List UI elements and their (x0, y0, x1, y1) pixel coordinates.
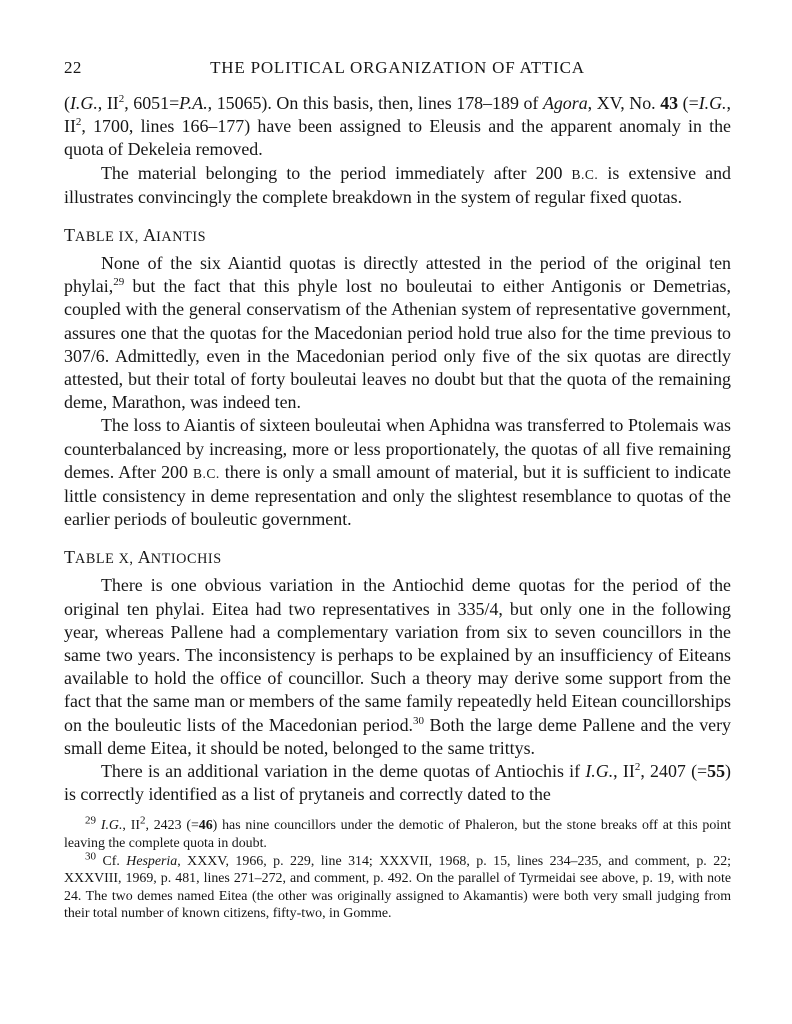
superscript: 2 (139, 814, 146, 827)
italic-text: I.G. (585, 761, 614, 782)
text-run: ) is correctly identified as a list of prytaneis and correctly dated to the (64, 761, 731, 805)
text-run: There is one obvious variation in the Antiochid deme quotas for the period of the original ten phylai. Eitea had two representatives in 335/4, but only one in the following year, whereas Pallene had a complementary variation from six to seven councillors in the same two years. The inconsistency is perhaps to be explained by an insufficiency of Eiteans available to hold the office of councillor. Such a theory may derive some support from the fact that the same man or members of the same family repeatedly held Eitean councillorships on the bouleutic lists of the Macedonian period. (64, 575, 731, 735)
bold-text: 46 (198, 818, 213, 834)
heading-smallcaps: ABLE X, (75, 551, 138, 568)
paragraph (64, 760, 731, 806)
superscript: 29 (113, 276, 125, 289)
text-run: , II (122, 818, 140, 834)
section-heading-table-x (64, 546, 731, 571)
text-run: , 6051= (124, 93, 180, 113)
superscript: 2 (118, 93, 125, 106)
running-title: THE POLITICAL ORGANIZATION OF ATTICA (210, 58, 585, 77)
text-run: There is an additional variation in the deme quotas of Antiochis if (101, 761, 586, 782)
text-run: but the fact that this phyle lost no bouleutai to either Antigonis or Demetrias, coupled with the general conservatism of the Athenian system of representative government, assures one that the quotas for the Macedonian period hold true also for the time previous to 307/6. Admittedly, even in the Macedonian period only five of the six quotas are directly attested, but their total of forty bouleutai leaves no doubt but that the quota of the remaining deme, Marathon, was indeed ten. (64, 276, 731, 413)
heading-name-smallcaps: IANTIS (156, 229, 207, 246)
page-number: 22 (64, 58, 82, 77)
running-header (64, 58, 731, 82)
superscript: 30 (85, 850, 96, 863)
heading-name-smallcaps: NTIOCHIS (150, 551, 222, 568)
heading-initial: T (64, 225, 75, 246)
italic-text: Agora (542, 93, 588, 113)
text-run: there is only a small amount of material, but it is sufficient to indicate little consistency in deme representation and only the slightest resemblance to quotas of the earlier periods of bouleutic government. (64, 461, 731, 530)
heading-smallcaps: ABLE IX, (75, 229, 144, 246)
text-run: , II (97, 93, 119, 113)
text-run: ( (64, 93, 70, 113)
text-run: , XV, No. (587, 93, 661, 113)
bold-text: 55 (707, 761, 726, 782)
superscript: 29 (85, 814, 96, 827)
text-run: ) has nine councillors under the demotic of Phaleron, but the stone breaks off at this point leaving the complete quota in doubt. (64, 818, 731, 852)
paragraph (64, 162, 731, 209)
smallcaps-text: B.C. (192, 465, 220, 481)
paragraph (64, 574, 731, 760)
section-heading-table-ix (64, 224, 731, 249)
superscript: 2 (75, 116, 82, 129)
italic-text: I.G. (69, 93, 98, 113)
italic-text: I.G. (100, 818, 123, 834)
text-run: , II (64, 93, 732, 137)
text-run: , 1700, lines 166–177) have been assigned to Eleusis and the apparent anomaly in the quota of Dekeleia removed. (64, 116, 731, 160)
body-text (64, 92, 731, 806)
text-run: Both the large deme Pallene and the very small deme Eitea, it should be noted, belonged to the same trittys. (64, 714, 731, 758)
text-run: None of the six Aiantid quotas is directly attested in the period of the original ten phylai, (64, 253, 731, 297)
heading-name-initial: A (137, 547, 151, 568)
italic-text: I.G. (698, 93, 727, 113)
text-run: , 2407 (= (640, 761, 708, 782)
paragraph (64, 92, 731, 162)
text-run: , 15065). On this basis, then, lines 178–189 of (207, 93, 543, 113)
text-run: , 2423 (= (145, 818, 199, 834)
smallcaps-text: B.C. (571, 166, 599, 182)
footnote-29 (64, 814, 731, 852)
italic-text: Hesperia (126, 853, 178, 869)
text-run: The material belonging to the period immediately after 200 (101, 162, 572, 183)
footnote-30 (64, 850, 731, 923)
bold-text: 43 (660, 93, 679, 113)
paragraph (64, 252, 731, 414)
footnotes (64, 814, 731, 923)
text-run: (= (678, 93, 699, 113)
text-run: is extensive and illustrates convincingly the complete breakdown in the system of regular fixed quotas. (64, 162, 731, 207)
superscript: 2 (634, 761, 641, 774)
text-run: , XXXV, 1966, p. 229, line 314; XXXVII, 1968, p. 15, lines 234–235, and comment, p. 22; XXXVIII, 1969, p. 481, lines 271–272, and comment, p. 492. On the parallel of Tyrmeidai see above, p. 19, with note 24. The two demes named Eitea (the other was originally assigned to Akamantis) were both very small judging from their total number of known citizens, fifty-two, in Gomme. (64, 853, 731, 922)
paragraph (64, 414, 731, 531)
heading-name-initial: A (143, 225, 157, 246)
text-run: The loss to Aiantis of sixteen bouleutai when Aphidna was transferred to Ptolemais was counterbalanced by increasing, more or less proportionately, the quotas of all five remaining demes. After 200 (64, 415, 731, 482)
italic-text: P.A. (179, 93, 208, 113)
text-run: Cf. (96, 853, 127, 869)
heading-initial: T (64, 547, 75, 568)
page (64, 58, 731, 923)
superscript: 30 (413, 714, 425, 727)
text-run: , II (613, 761, 635, 782)
